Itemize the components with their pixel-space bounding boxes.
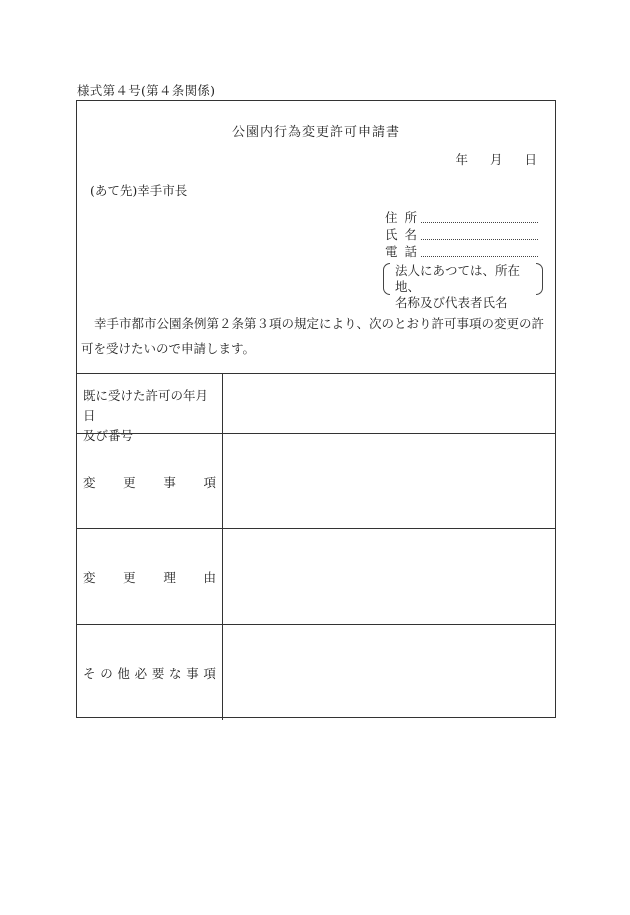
date-year: 年: [455, 152, 468, 167]
table-row-change-items: [77, 433, 555, 529]
change-reason-field[interactable]: [223, 529, 555, 625]
other-matters-label: そ の 他 必 要 な 事 項: [77, 625, 223, 720]
name-label: 氏 名: [385, 227, 417, 242]
change-reason-label: 変 更 理 由: [77, 529, 223, 625]
date-line[interactable]: [455, 150, 537, 168]
address-field[interactable]: [421, 221, 538, 223]
form-number-label: 様式第４号(第４条関係): [77, 83, 216, 98]
change-items-label: 変 更 事 項: [77, 434, 223, 529]
corporation-note: [383, 263, 543, 310]
table-row-change-reason: [77, 528, 555, 625]
table-row-other-matters: [77, 624, 555, 720]
addressee: (あて先)幸手市長: [90, 183, 188, 198]
details-table: [77, 373, 555, 717]
other-matters-field[interactable]: [223, 625, 555, 720]
phone-row[interactable]: [385, 244, 538, 260]
previous-permit-field[interactable]: [223, 374, 555, 434]
corp-note-line-2: 名称及び代表者氏名: [395, 295, 508, 310]
address-row[interactable]: [385, 210, 538, 226]
form-title: 公園内行為変更許可申請書: [231, 125, 400, 140]
right-bracket: [536, 263, 543, 295]
name-field[interactable]: [421, 238, 538, 240]
change-items-field[interactable]: [223, 434, 555, 529]
applicant-block: [385, 210, 538, 261]
phone-field[interactable]: [421, 255, 538, 257]
previous-permit-label: 既に受けた許可の年月日 及び番号: [77, 374, 223, 434]
corp-note-line-1: 法人にあつては、所在地、: [395, 263, 521, 294]
address-label: 住 所: [385, 210, 417, 225]
left-bracket: [383, 263, 390, 295]
date-month: 月: [489, 152, 503, 167]
table-row-previous-permit: [77, 373, 555, 443]
application-form: [76, 100, 556, 718]
application-statement: 幸手市都市公園条例第２条第３項の規定により、次のとおり許可事項の変更の許可を受けたいので申請します。: [81, 316, 545, 356]
name-row[interactable]: [385, 227, 538, 243]
date-day: 日: [524, 152, 537, 167]
phone-label: 電 話: [385, 244, 417, 259]
